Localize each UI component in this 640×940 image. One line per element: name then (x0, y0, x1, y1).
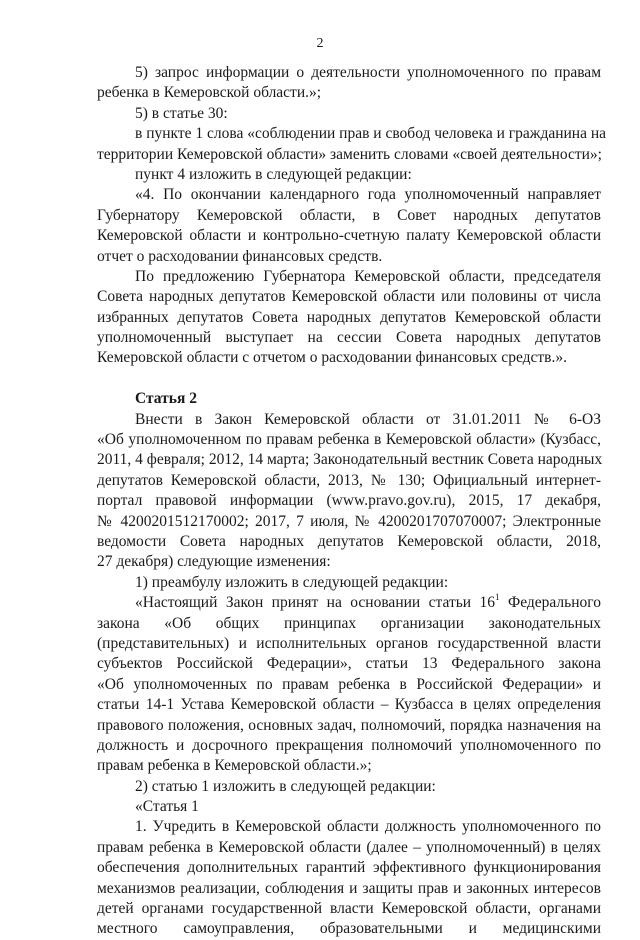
text-line: правам ребенка в Кемеровской области.»; (97, 757, 372, 775)
text-line: 27 декабря) следующие изменения: (97, 553, 331, 571)
text-line: Губернатору Кемеровской области, в Совет народных депутатов (97, 206, 601, 224)
paragraph (97, 573, 601, 593)
text-line: субъектов Российской Федерации», статьи 13 Федерального закона (97, 655, 601, 673)
paragraph (97, 185, 601, 267)
page-number: 2 (316, 36, 324, 51)
text-line-continuation: Федерального (499, 594, 601, 612)
text-line: Совета народных депутатов Кемеровской области или половины от числа (97, 288, 601, 306)
text-line: в пункте 1 слова «соблюдении прав и свобод человека и гражданина на (135, 125, 607, 143)
text-line: депутатов Кемеровской области, 2013, № 130; Официальный интернет- (97, 471, 601, 489)
text-line: уполномоченный выступает на сессии Совета народных депутатов (97, 329, 601, 347)
text-line: 2) статью 1 изложить в следующей редакции: (135, 777, 436, 795)
text-line: 5) в статье 30: (135, 104, 228, 122)
text-line: Кемеровской области и контрольно-счетную палату Кемеровской области (97, 227, 601, 245)
text-line: обеспечения дополнительных гарантий эффективного функционирования (97, 859, 601, 877)
text-line: детей органами государственной власти Кемеровской области, органами (97, 900, 601, 918)
paragraph (97, 267, 601, 369)
text-line: правам ребенка в Кемеровской области (далее – уполномоченный) в целях (97, 838, 601, 856)
text-line: механизмов реализации, соблюдения и защиты прав и законных интересов (97, 879, 601, 897)
text-line: Кемеровской области с отчетом о расходовании финансовых средств.». (97, 349, 567, 367)
text-line: 5) запрос информации о деятельности уполномоченного по правам (135, 64, 601, 81)
paragraph (97, 165, 601, 185)
text-line: ведомости Совета народных депутатов Кемеровской области, 2018, (97, 532, 601, 550)
article-heading: Статья 2 (135, 390, 197, 408)
section-heading (97, 389, 601, 409)
paragraph (97, 817, 601, 939)
text-line: «Об уполномоченном по правам ребенка в Кемеровской области» (Кузбасс, (97, 431, 601, 449)
text-line: (представительных) и исполнительных органов государственной власти (97, 634, 601, 652)
paragraph (97, 104, 601, 124)
text-line: «Настоящий Закон принят на основании статьи 16 (135, 594, 496, 612)
text-line: № 4200201512170002; 2017, 7 июля, № 4200201707070007; Электронные (97, 512, 601, 530)
document-body (97, 63, 607, 940)
text-line: закона «Об общих принципах организации законодательных (97, 614, 601, 632)
text-line: 1. Учредить в Кемеровской области должность уполномоченного по (135, 818, 601, 836)
text-line-with-superscript (97, 593, 601, 613)
text-line: ребенка в Кемеровской области.»; (97, 84, 322, 102)
text-line: избранных депутатов Совета народных депутатов Кемеровской области (97, 308, 601, 326)
text-line: должность и досрочного прекращения полномочий уполномоченного по (97, 736, 601, 754)
text-line: статьи 14-1 Устава Кемеровской области – Кузбасса в целях определения (97, 696, 601, 714)
paragraph (97, 63, 601, 104)
text-line: отчет о расходовании финансовых средств. (97, 247, 383, 265)
paragraph (97, 777, 601, 797)
text-line: портал правовой информации (www.pravo.gov.ru), 2015, 17 декабря, (97, 492, 601, 510)
text-line: пункт 4 изложить в следующей редакции: (135, 165, 412, 183)
text-line: «Об уполномоченных по правам ребенка в Российской Федерации» и (97, 675, 601, 693)
text-line: По предложению Губернатора Кемеровской области, председателя (135, 267, 601, 285)
paragraph (97, 593, 601, 777)
superscript-number: 1 (495, 592, 500, 602)
text-line: правового положения, основных задач, полномочий, порядка назначения на (97, 716, 601, 734)
text-line: местного самоуправления, образовательными и медицинскими (97, 920, 601, 938)
text-line: 1) преамбулу изложить в следующей редакции: (135, 573, 449, 591)
text-line: 2011, 4 февраля; 2012, 14 марта; Законодательный вестник Совета народных (97, 451, 603, 469)
paragraph (97, 410, 601, 573)
paragraph (97, 797, 601, 817)
text-line: «4. По окончании календарного года уполномоченный направляет (135, 186, 601, 204)
text-line: территории Кемеровской области» заменить словами «своей деятельности»; (97, 145, 602, 163)
text-line: «Статья 1 (135, 798, 199, 816)
paragraph (97, 124, 607, 165)
text-line: Внести в Закон Кемеровской области от 31.01.2011 № 6-ОЗ (135, 410, 601, 428)
